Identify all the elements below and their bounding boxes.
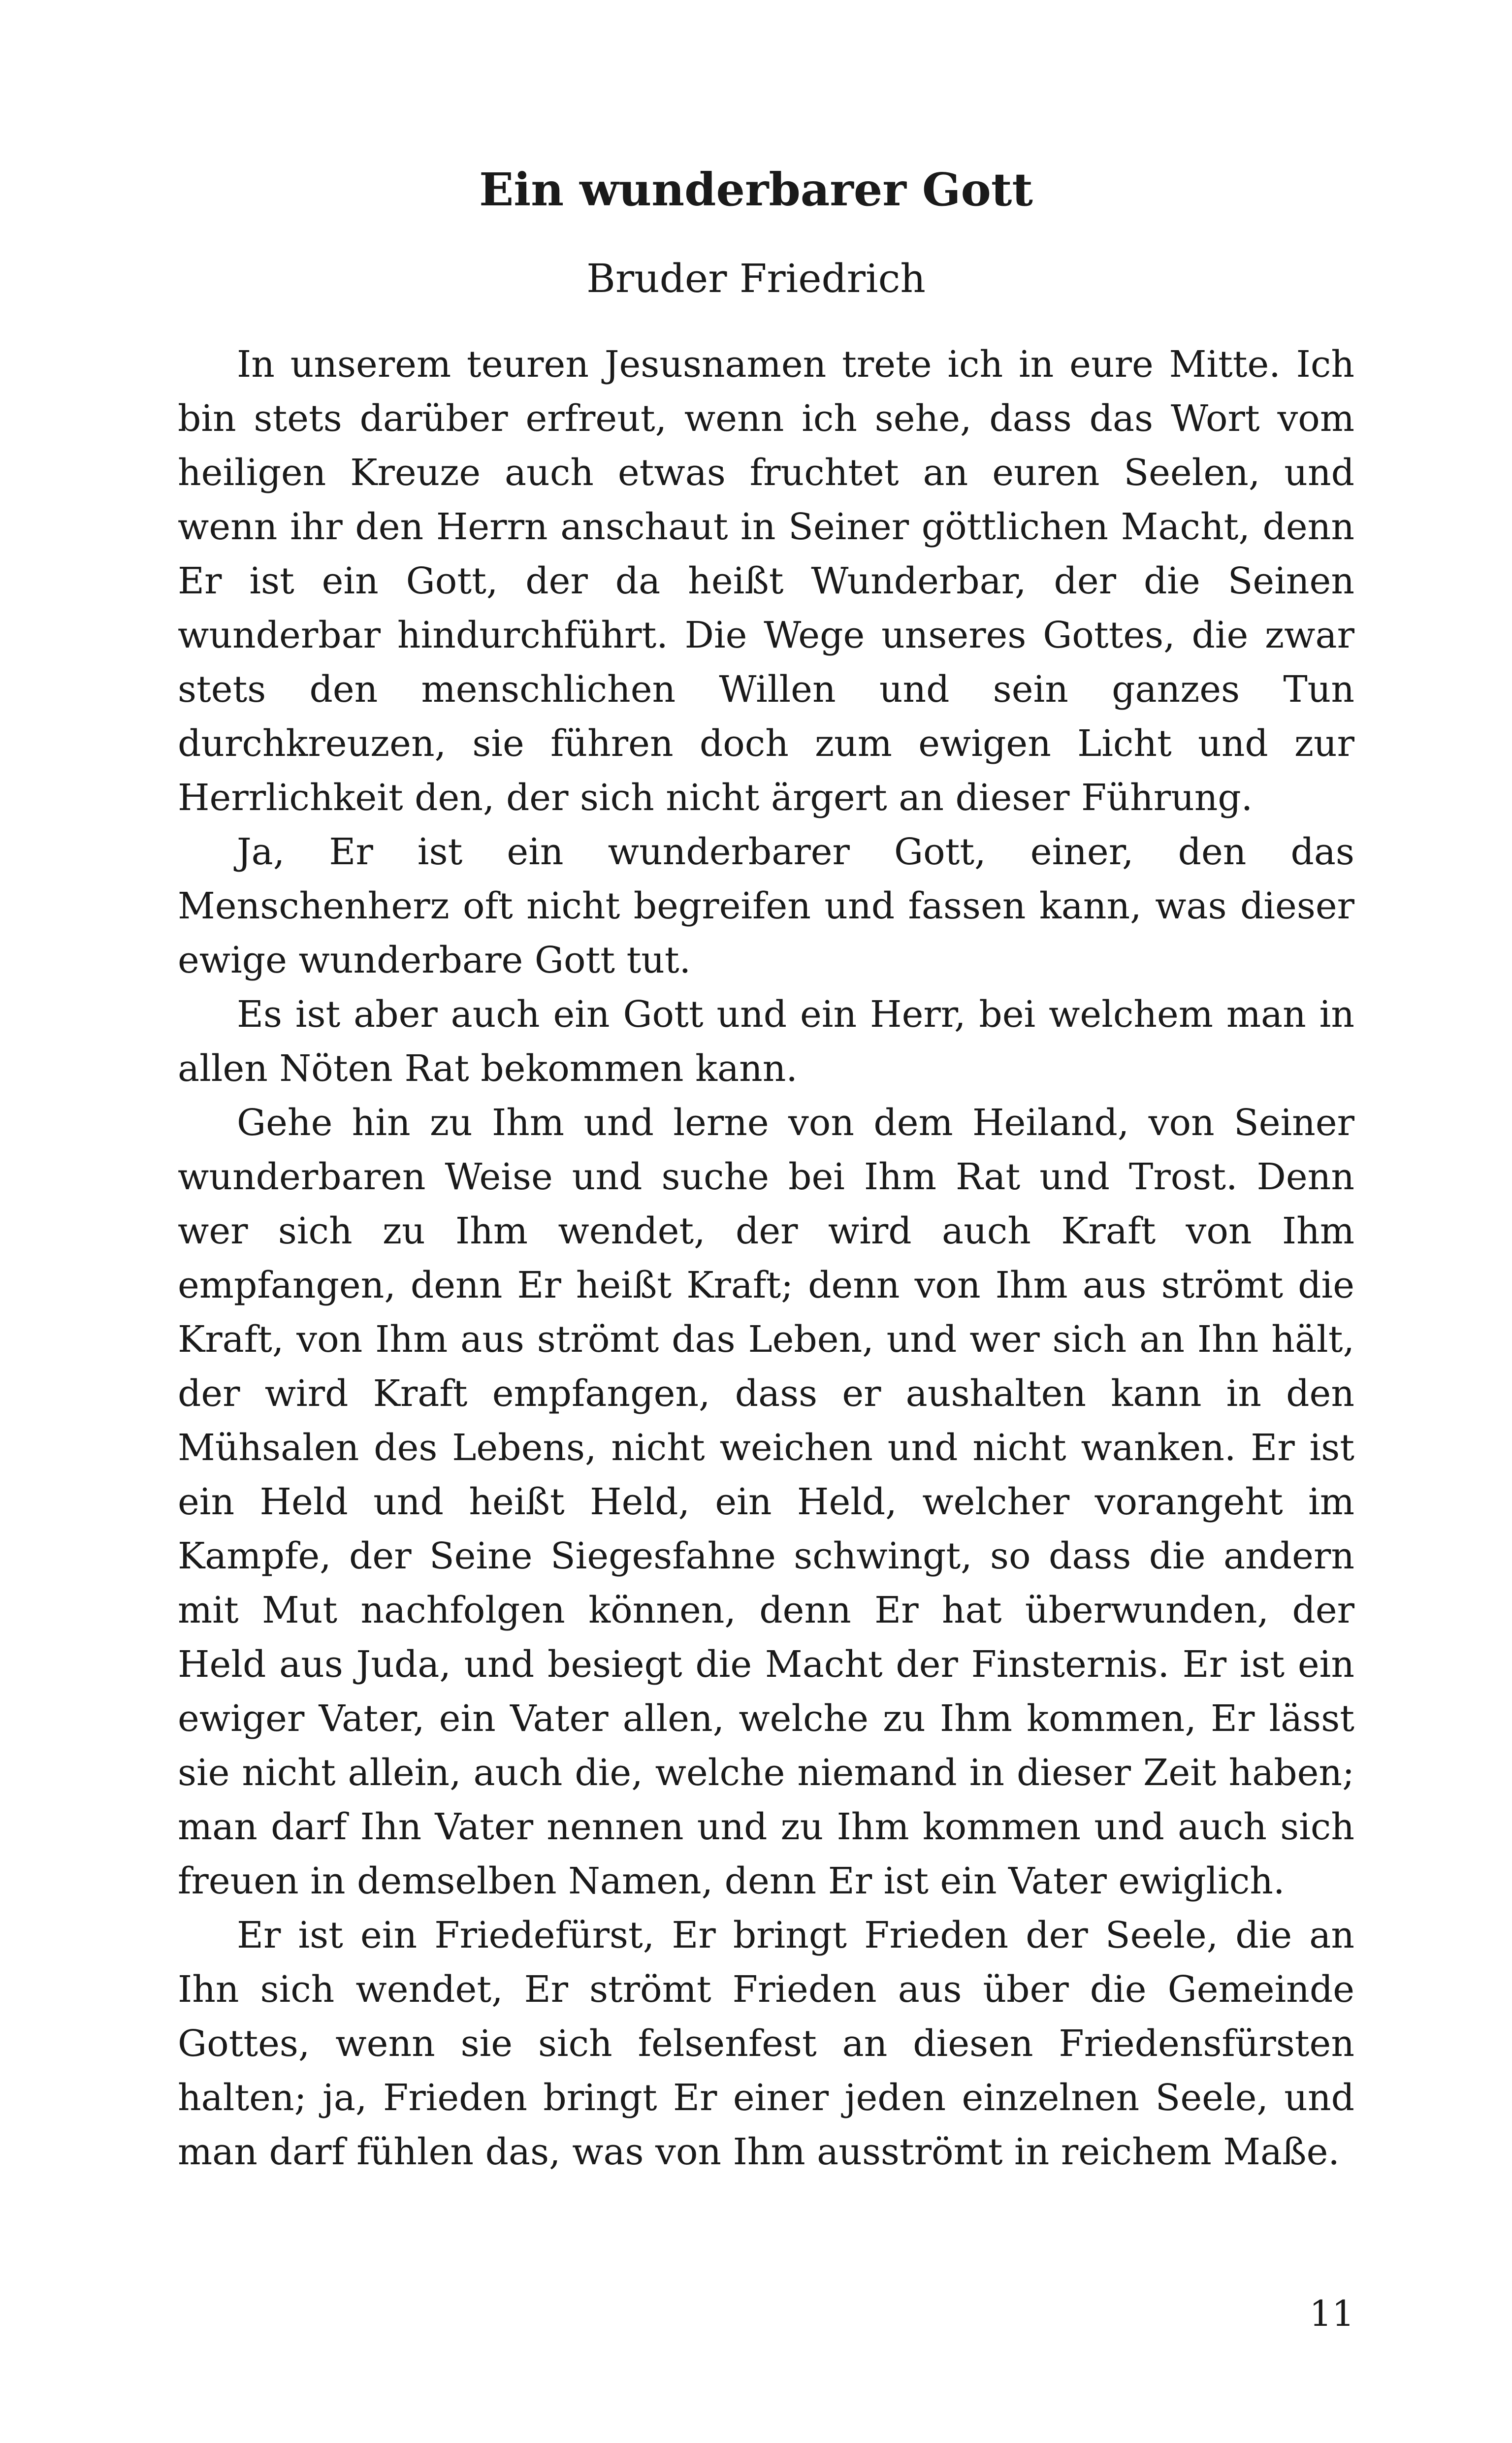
paragraph: In unserem teuren Jesusnamen trete ich in eure Mitte. Ich bin stets darüber erfreut, wenn ich sehe, dass das Wort vom heiligen Kreuze auch etwas fruchtet an euren Seelen, und wenn ihr den Herrn anschaut in Seiner göttlichen Macht, denn Er ist ein Gott, der da heißt Wunderbar, der die Seinen wunderbar hindurchführt. Die Wege unseres Gottes, die zwar stets den menschlichen Willen und sein ganzes Tun durchkreuzen, sie führen doch zum ewigen Licht und zur Herrlichkeit den, der sich nicht ärgert an dieser Führung. — [178, 343, 1354, 819]
paragraph: Ja, Er ist ein wunderbarer Gott, einer, den das Menschenherz oft nicht begreifen und fassen kann, was dieser ewige wunderbare Gott tut. — [178, 831, 1354, 981]
body-text — [178, 337, 1354, 2179]
chapter-title: Ein wunderbarer Gott — [479, 163, 1033, 216]
paragraph: Es ist aber auch ein Gott und ein Herr, bei welchem man in allen Nöten Rat bekommen kann. — [178, 993, 1354, 1090]
paragraph: Er ist ein Friedefürst, Er bringt Frieden der Seele, die an Ihn sich wendet, Er strömt Frieden aus über die Gemeinde Gottes, wenn sie sich felsenfest an diesen Friedensfürsten halten; ja, Frieden bringt Er einer jeden einzelnen Seele, und man darf fühlen das, was von Ihm ausströmt in reichem Maße. — [178, 1914, 1354, 2173]
chapter-author: Bruder Friedrich — [586, 256, 926, 301]
page-number: 11 — [1309, 2293, 1354, 2334]
paragraph: Gehe hin zu Ihm und lerne von dem Heiland, von Seiner wunderbaren Weise und suche bei Ihm Rat und Trost. Denn wer sich zu Ihm wendet, der wird auch Kraft von Ihm empfangen, denn Er heißt Kraft; denn von Ihm aus strömt die Kraft, von Ihm aus strömt das Leben, und wer sich an Ihn hält, der wird Kraft empfangen, dass er aushalten kann in den Mühsalen des Lebens, nicht weichen und nicht wanken. Er ist ein Held und heißt Held, ein Held, welcher vorangeht im Kampfe, der Seine Siegesfahne schwingt, so dass die andern mit Mut nachfolgen können, denn Er hat überwunden, der Held aus Juda, und besiegt die Macht der Finsternis. Er ist ein ewiger Vater, ein Vater allen, welche zu Ihm kommen, Er lässt sie nicht allein, auch die, welche niemand in dieser Zeit haben; man darf Ihn Vater nennen und zu Ihm kommen und auch sich freuen in demselben Namen, denn Er ist ein Vater ewiglich. — [178, 1102, 1354, 1902]
